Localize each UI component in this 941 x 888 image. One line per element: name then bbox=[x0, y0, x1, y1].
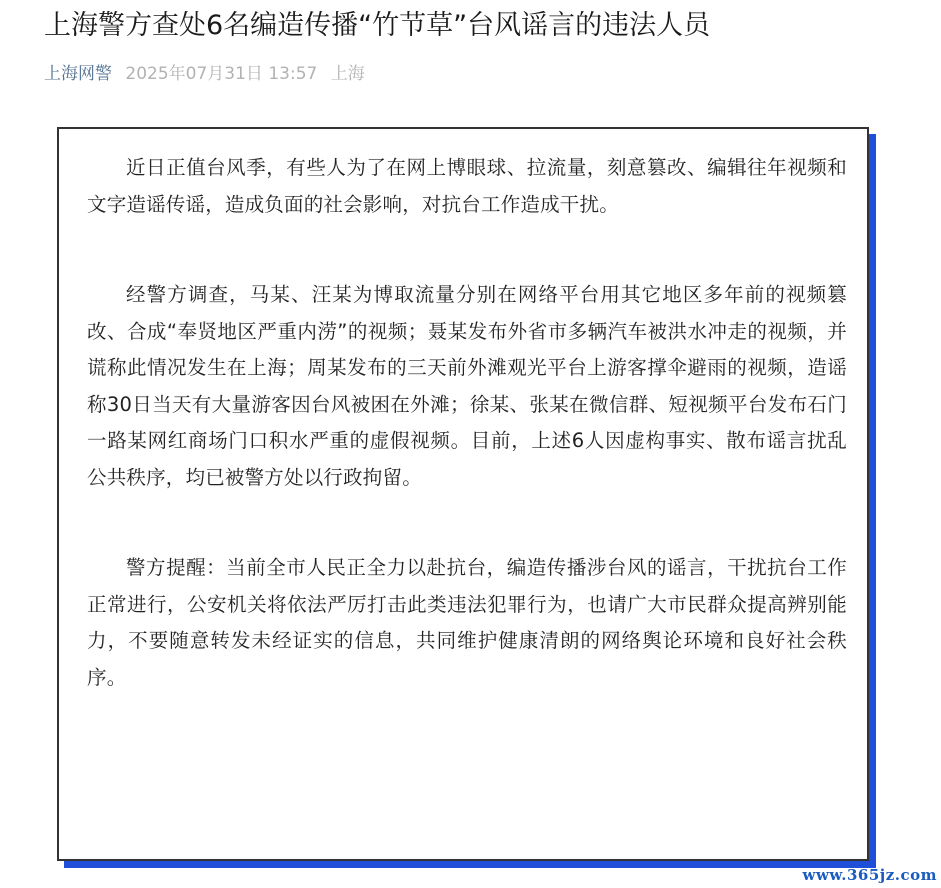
article-title: 上海警方查处6名编造传播“竹节草”台风谣言的违法人员 bbox=[44, 10, 711, 41]
publish-time: 2025年07月31日 13:57 bbox=[125, 64, 318, 84]
article-content-box bbox=[57, 127, 869, 861]
paragraph-warning: 警方提醒：当前全市人民正全力以赴抗台，编造传播涉台风的谣言，干扰抗台工作正常进行，公安机关将依法严厉打击此类违法犯罪行为，也请广大市民群众提高辨别能力，不要随意转发未经证实的信息，共同维护健康清朗的网络舆论环境和良好社会秩序。 bbox=[87, 556, 847, 689]
publish-location: 上海 bbox=[330, 64, 365, 84]
paragraph-intro: 近日正值台风季，有些人为了在网上博眼球、拉流量，刻意篡改、编辑往年视频和文字造谣传谣，造成负面的社会影响，对抗台工作造成干扰。 bbox=[87, 156, 847, 216]
source-link[interactable]: 上海网警 bbox=[44, 64, 112, 84]
site-watermark: www.365jz.com bbox=[802, 866, 937, 884]
article-meta bbox=[44, 62, 373, 86]
paragraph-investigation: 经警方调查，马某、汪某为博取流量分别在网络平台用其它地区多年前的视频篡改、合成“奉贤地区严重内涝”的视频；聂某发布外省市多辆汽车被洪水冲走的视频，并谎称此情况发生在上海；周某发布的三天前外滩观光平台上游客撑伞避雨的视频，造谣称30日当天有大量游客因台风被困在外滩；徐某、张某在微信群、短视频平台发布石门一路某网红商场门口积水严重的虚假视频。目前，上述6人因虚构事实、散布谣言扰乱公共秩序，均已被警方处以行政拘留。 bbox=[87, 283, 847, 489]
article-body bbox=[87, 150, 847, 750]
